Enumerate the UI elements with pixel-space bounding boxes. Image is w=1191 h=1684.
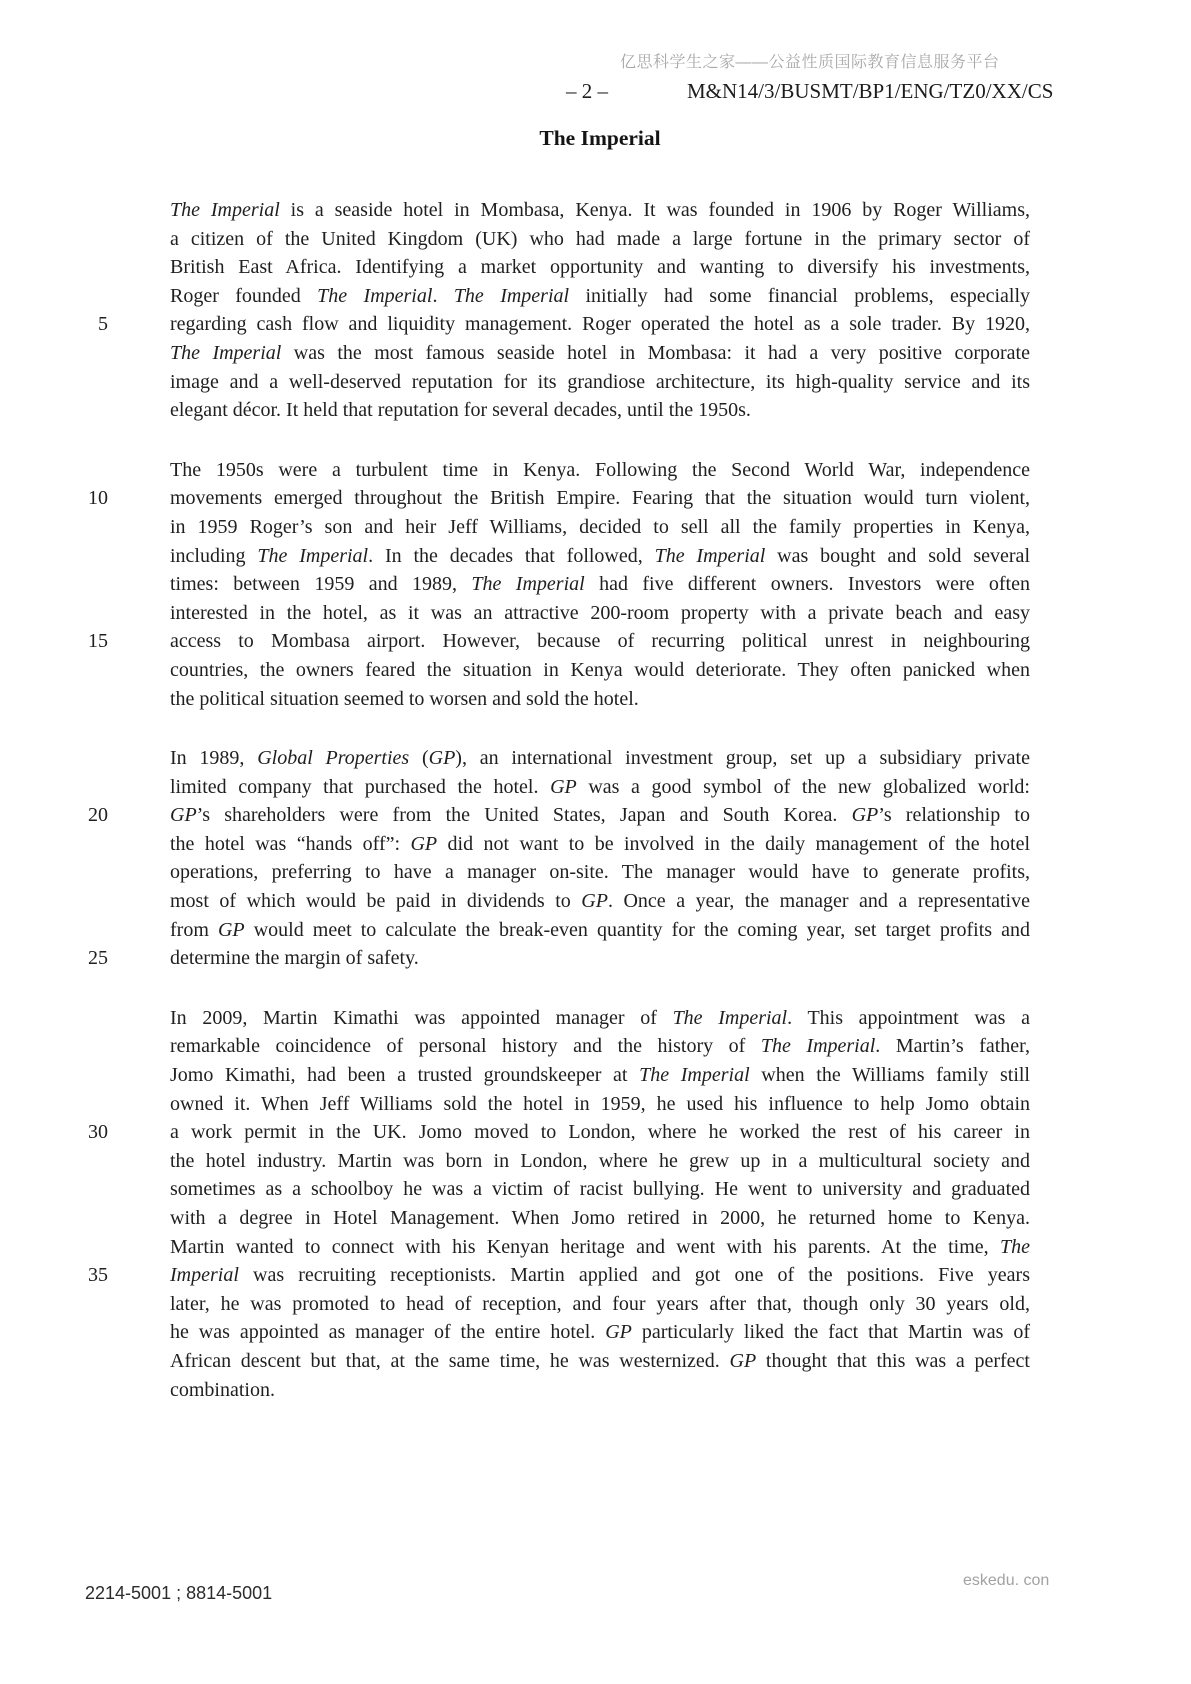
text-line: image and a well-deserved reputation for its grandiose architecture, its high-quality service and its (170, 370, 1030, 393)
text-row (0, 1376, 1191, 1405)
footer-watermark: eskedu. con (963, 1572, 1050, 1589)
text-line: In 1989, Global Properties (GP), an international investment group, set up a subsidiary private (170, 747, 1030, 770)
line-number: 5 (98, 313, 108, 336)
text-row (0, 773, 1191, 802)
text-line: from GP would meet to calculate the break-even quantity for the coming year, set target profits and (170, 918, 1030, 941)
text-row (0, 1147, 1191, 1176)
text-line: movements emerged throughout the British Empire. Fearing that the situation would turn violent, (170, 487, 1030, 510)
text-row (0, 368, 1191, 397)
text-line: times: between 1959 and 1989, The Imperial had five different owners. Investors were often (170, 573, 1030, 596)
text-row (0, 196, 1191, 225)
text-line: a citizen of the United Kingdom (UK) who had made a large fortune in the primary sector of (170, 227, 1030, 250)
text-row (0, 1233, 1191, 1262)
paper-code: M&N14/3/BUSMT/BP1/ENG/TZ0/XX/CS (687, 79, 1054, 103)
text-line: In 2009, Martin Kimathi was appointed manager of The Imperial. This appointment was a (170, 1006, 1030, 1029)
text-line: The 1950s were a turbulent time in Kenya. Following the Second World War, independence (170, 458, 1030, 481)
text-row (0, 484, 1191, 513)
line-number: 25 (88, 947, 108, 970)
text-row (0, 1175, 1191, 1204)
text-line: determine the margin of safety. (170, 947, 419, 970)
text-row (0, 858, 1191, 887)
text-row (0, 339, 1191, 368)
text-line: with a degree in Hotel Management. When Jomo retired in 2000, he returned home to Kenya. (170, 1207, 1030, 1229)
text-row (0, 542, 1191, 571)
text-line: sometimes as a schoolboy he was a victim of racist bullying. He went to university and graduated (170, 1178, 1030, 1201)
text-line: operations, preferring to have a manager on-site. The manager would have to generate profits, (170, 861, 1030, 884)
text-row (0, 282, 1191, 311)
text-row (0, 916, 1191, 945)
text-line: a work permit in the UK. Jomo moved to London, where he worked the rest of his career in (170, 1121, 1030, 1144)
text-row (0, 1347, 1191, 1376)
text-row (0, 656, 1191, 685)
text-row (0, 599, 1191, 628)
text-row (0, 887, 1191, 916)
text-row (0, 1004, 1191, 1033)
text-row (0, 1061, 1191, 1090)
text-line: the political situation seemed to worsen and sold the hotel. (170, 687, 639, 710)
text-line: The Imperial was the most famous seaside hotel in Mombasa: it had a very positive corporate (170, 341, 1030, 364)
line-number: 10 (88, 487, 108, 510)
line-number: 20 (88, 804, 108, 827)
text-row (0, 396, 1191, 425)
text-line: later, he was promoted to head of reception, and four years after that, though only 30 years old, (170, 1292, 1030, 1315)
text-line: remarkable coincidence of personal history and the history of The Imperial. Martin’s father, (170, 1035, 1030, 1058)
text-line: he was appointed as manager of the entire hotel. GP particularly liked the fact that Martin was of (170, 1321, 1031, 1344)
text-row (0, 744, 1191, 773)
paragraph (0, 1004, 1191, 1404)
text-row (0, 310, 1191, 339)
paragraph (0, 744, 1191, 973)
text-line: Imperial was recruiting receptionists. Martin applied and got one of the positions. Five years (170, 1264, 1030, 1287)
text-row (0, 513, 1191, 542)
case-study-text (0, 196, 1191, 1404)
text-line: Roger founded The Imperial. The Imperial initially had some financial problems, especially (170, 284, 1030, 307)
text-row (0, 830, 1191, 859)
text-line: most of which would be paid in dividends to GP. Once a year, the manager and a representative (170, 890, 1030, 913)
paragraph (0, 196, 1191, 425)
text-row (0, 944, 1191, 973)
text-line: countries, the owners feared the situation in Kenya would deteriorate. They often panicked when (170, 658, 1030, 681)
text-line: combination. (170, 1378, 275, 1401)
line-number: 15 (88, 630, 108, 653)
text-line: GP’s shareholders were from the United States, Japan and South Korea. GP’s relationship to (170, 804, 1030, 827)
text-line: British East Africa. Identifying a market opportunity and wanting to diversify his investments, (170, 256, 1030, 279)
text-line: Jomo Kimathi, had been a trusted groundskeeper at The Imperial when the Williams family still (170, 1064, 1030, 1087)
text-row (0, 1118, 1191, 1147)
document-title: The Imperial (539, 126, 661, 150)
text-row (0, 570, 1191, 599)
text-row (0, 253, 1191, 282)
text-row (0, 1090, 1191, 1119)
text-line: in 1959 Roger’s son and heir Jeff Williams, decided to sell all the family properties in Kenya, (170, 515, 1030, 538)
line-number: 30 (88, 1121, 108, 1144)
text-line: access to Mombasa airport. However, because of recurring political unrest in neighbouring (170, 630, 1030, 653)
text-row (0, 1261, 1191, 1290)
text-row (0, 1032, 1191, 1061)
text-line: elegant décor. It held that reputation for several decades, until the 1950s. (170, 399, 751, 422)
text-line: regarding cash flow and liquidity management. Roger operated the hotel as a sole trader. By 1920, (170, 313, 1030, 336)
text-line: the hotel industry. Martin was born in London, where he grew up in a multicultural society and (170, 1149, 1030, 1172)
text-line: including The Imperial. In the decades that followed, The Imperial was bought and sold several (170, 544, 1030, 567)
text-row (0, 456, 1191, 485)
line-number: 35 (88, 1264, 108, 1287)
text-line: Martin wanted to connect with his Kenyan heritage and went with his parents. At the time, The (170, 1235, 1030, 1258)
header-watermark-cn: 亿思科学生之家——公益性质国际教育信息服务平台 (620, 54, 1000, 71)
text-line: African descent but that, at the same time, he was westernized. GP thought that this was a perfect (170, 1349, 1030, 1372)
text-row (0, 1318, 1191, 1347)
text-row (0, 1204, 1191, 1233)
text-row (0, 801, 1191, 830)
text-line: the hotel was “hands off”: GP did not want to be involved in the daily management of the hotel (170, 832, 1030, 855)
paragraph (0, 456, 1191, 713)
footer-reference-number: 2214-5001 ; 8814-5001 (85, 1583, 273, 1603)
text-line: The Imperial is a seaside hotel in Mombasa, Kenya. It was founded in 1906 by Roger Williams, (170, 199, 1030, 221)
text-row (0, 1290, 1191, 1319)
text-line: owned it. When Jeff Williams sold the hotel in 1959, he used his influence to help Jomo obtain (170, 1092, 1030, 1115)
text-row (0, 225, 1191, 254)
text-row (0, 627, 1191, 656)
text-line: limited company that purchased the hotel. GP was a good symbol of the new globalized world: (170, 775, 1030, 798)
page-number: – 2 – (566, 79, 608, 103)
text-line: interested in the hotel, as it was an attractive 200-room property with a private beach and easy (170, 601, 1030, 624)
text-row (0, 685, 1191, 714)
